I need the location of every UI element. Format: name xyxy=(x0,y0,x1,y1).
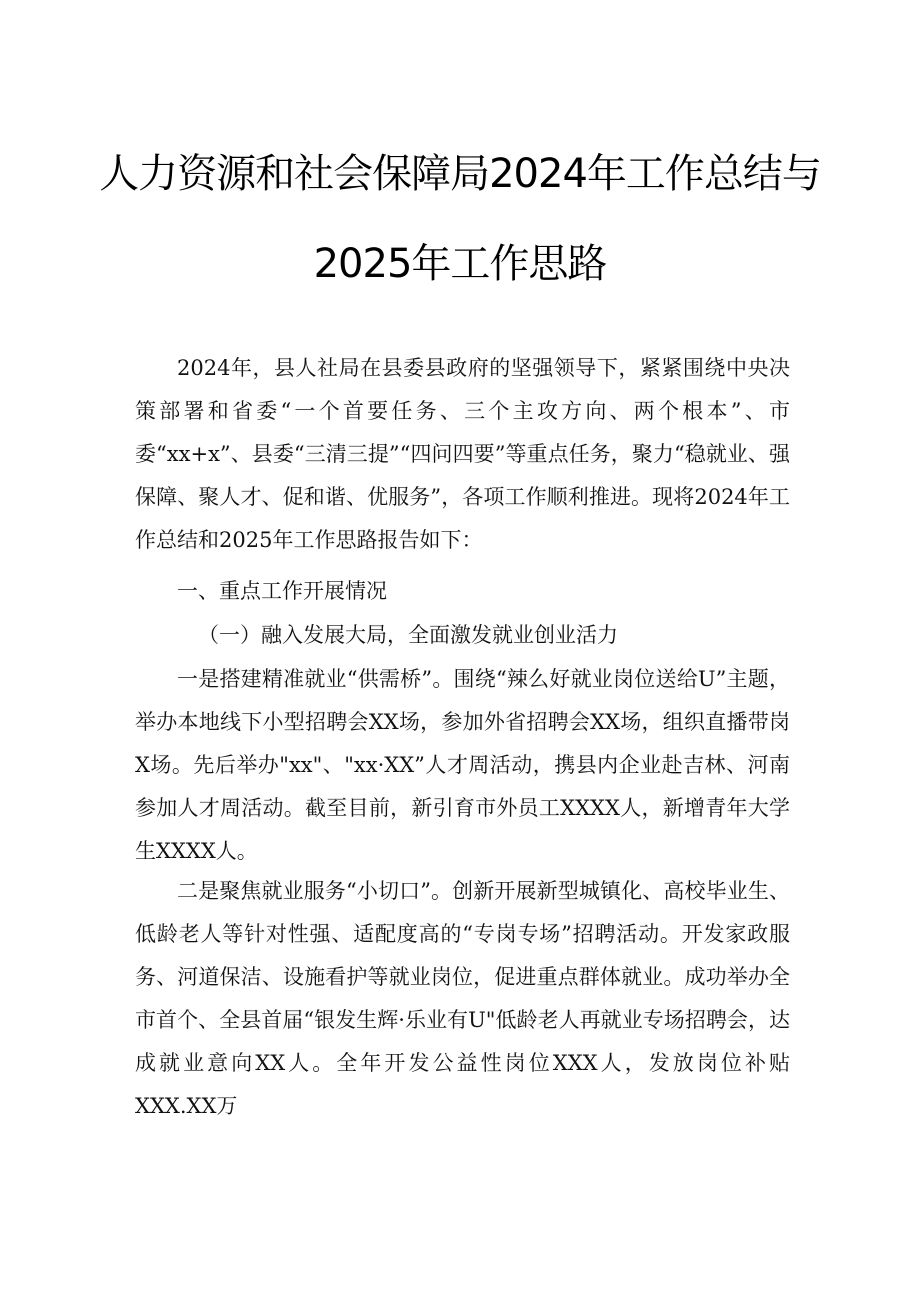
paragraph-1: 一是搭建精准就业“供需桥”。围绕“辣么好就业岗位送给U”主题，举办本地线下小型招聘会XX场，参加外省招聘会XX场，组织直播带岗X场。先后举办"xx"、"xx·XX”人才周活动，携县内企业赴吉林、河南参加人才周活动。截至目前，新引育市外员工XXXX人，新增青年大学生XXXX人。 xyxy=(135,667,790,863)
subsection-heading-1: （一）融入发展大局，全面激发就业创业活力 xyxy=(198,623,618,647)
document-title-line-2: 2025年工作思路 xyxy=(313,241,607,287)
section-heading-1: 一、重点工作开展情况 xyxy=(177,579,387,603)
document-title-line-1: 人力资源和社会保障局2024年工作总结与 xyxy=(99,151,821,197)
paragraph-2: 二是聚焦就业服务“小切口”。创新开展新型城镇化、高校毕业生、低龄老人等针对性强、适配度高的“专岗专场”招聘活动。开发家政服务、河道保洁、设施看护等就业岗位，促进重点群体就业。成功举办全市首个、全县首届“银发生辉·乐业有U"低龄老人再就业专场招聘会，达成就业意向XX人。全年开发公益性岗位XXX人，发放岗位补贴XXX.XX万 xyxy=(135,879,790,1118)
intro-paragraph: 2024年，县人社局在县委县政府的坚强领导下，紧紧围绕中央决策部署和省委“一个首要任务、三个主攻方向、两个根本”、市委“xx+x”、县委“三清三提”“四问四要”等重点任务，聚力“稳就业、强保障、聚人才、促和谐、优服务”，各项工作顺利推进。现将2024年工作总结和2025年工作思路报告如下： xyxy=(135,356,790,552)
